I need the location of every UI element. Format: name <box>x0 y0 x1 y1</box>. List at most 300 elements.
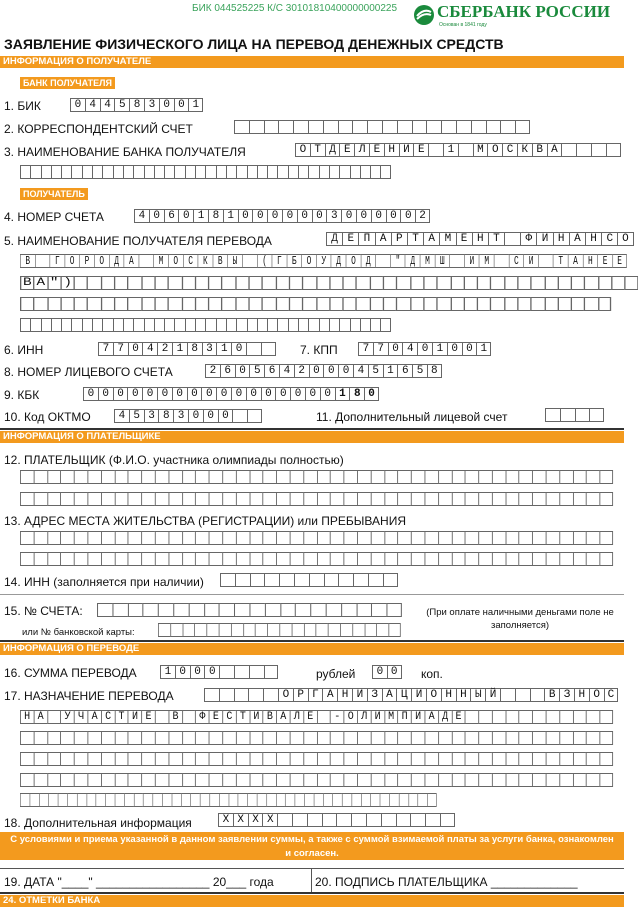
char-cell[interactable]: 0 <box>174 98 189 112</box>
char-cell[interactable]: 4 <box>114 409 129 423</box>
char-cell[interactable] <box>102 318 112 332</box>
char-cell[interactable]: М <box>439 232 455 246</box>
char-cell[interactable] <box>361 793 370 807</box>
char-cell[interactable] <box>222 276 235 290</box>
char-cell[interactable] <box>277 318 287 332</box>
purpose-field-3[interactable] <box>20 731 613 745</box>
char-cell[interactable] <box>101 773 114 787</box>
char-cell[interactable] <box>290 492 303 506</box>
char-cell[interactable] <box>172 793 181 807</box>
char-cell[interactable] <box>360 165 370 179</box>
char-cell[interactable] <box>438 773 451 787</box>
char-cell[interactable] <box>289 297 302 311</box>
char-cell[interactable]: П <box>358 232 374 246</box>
char-cell[interactable] <box>234 665 249 679</box>
char-cell[interactable] <box>519 731 532 745</box>
char-cell[interactable]: В <box>168 710 181 724</box>
char-cell[interactable] <box>329 318 339 332</box>
char-cell[interactable]: 1 <box>193 209 208 223</box>
char-cell[interactable] <box>428 143 443 157</box>
char-cell[interactable]: Е <box>209 710 222 724</box>
char-cell[interactable]: 0 <box>157 387 172 401</box>
char-cell[interactable] <box>463 276 476 290</box>
char-cell[interactable] <box>451 773 464 787</box>
char-cell[interactable] <box>546 552 559 566</box>
char-cell[interactable] <box>276 793 285 807</box>
char-cell[interactable] <box>195 297 208 311</box>
char-cell[interactable] <box>155 492 168 506</box>
char-cell[interactable]: 2 <box>294 364 309 378</box>
char-cell[interactable] <box>257 165 267 179</box>
char-cell[interactable] <box>112 603 127 617</box>
char-cell[interactable] <box>532 710 545 724</box>
char-cell[interactable]: Ч <box>74 710 87 724</box>
char-cell[interactable] <box>47 552 60 566</box>
char-cell[interactable] <box>600 752 613 766</box>
purpose-field-4[interactable] <box>20 752 613 766</box>
char-cell[interactable] <box>134 793 143 807</box>
char-cell[interactable]: Н <box>583 254 598 268</box>
char-cell[interactable] <box>265 603 280 617</box>
char-cell[interactable]: 5 <box>129 409 144 423</box>
char-cell[interactable] <box>304 793 313 807</box>
char-cell[interactable] <box>625 276 638 290</box>
char-cell[interactable] <box>411 773 424 787</box>
char-cell[interactable]: С <box>502 143 517 157</box>
kop-field[interactable] <box>372 665 402 679</box>
char-cell[interactable] <box>60 552 73 566</box>
char-cell[interactable]: Н <box>337 688 352 702</box>
char-cell[interactable] <box>437 276 450 290</box>
char-cell[interactable] <box>478 731 491 745</box>
char-cell[interactable] <box>370 470 383 484</box>
char-cell[interactable]: Х <box>248 813 263 827</box>
char-cell[interactable] <box>30 318 40 332</box>
char-cell[interactable] <box>339 318 349 332</box>
char-cell[interactable] <box>519 470 532 484</box>
char-cell[interactable]: И <box>128 710 141 724</box>
char-cell[interactable] <box>263 552 276 566</box>
char-cell[interactable] <box>571 297 584 311</box>
char-cell[interactable] <box>249 531 262 545</box>
char-cell[interactable] <box>411 752 424 766</box>
char-cell[interactable] <box>41 165 51 179</box>
char-cell[interactable] <box>127 297 140 311</box>
char-cell[interactable] <box>263 773 276 787</box>
char-cell[interactable]: 7 <box>373 342 388 356</box>
char-cell[interactable]: - <box>330 710 343 724</box>
char-cell[interactable]: Е <box>612 254 627 268</box>
char-cell[interactable]: 5 <box>114 98 129 112</box>
char-cell[interactable] <box>292 813 307 827</box>
char-cell[interactable] <box>559 531 572 545</box>
char-cell[interactable]: 0 <box>235 364 250 378</box>
char-cell[interactable] <box>47 531 60 545</box>
char-cell[interactable] <box>182 623 194 637</box>
char-cell[interactable]: Д <box>438 710 451 724</box>
char-cell[interactable]: 0 <box>127 387 142 401</box>
char-cell[interactable] <box>437 297 450 311</box>
char-cell[interactable] <box>546 710 559 724</box>
char-cell[interactable]: 0 <box>188 409 203 423</box>
char-cell[interactable]: Д <box>326 232 342 246</box>
char-cell[interactable] <box>344 492 357 506</box>
char-cell[interactable]: " <box>47 276 60 290</box>
char-cell[interactable] <box>598 276 611 290</box>
char-cell[interactable]: 2 <box>205 364 220 378</box>
char-cell[interactable] <box>236 552 249 566</box>
char-cell[interactable] <box>544 276 557 290</box>
char-cell[interactable] <box>60 752 73 766</box>
char-cell[interactable]: 0 <box>98 387 113 401</box>
char-cell[interactable] <box>477 276 490 290</box>
char-cell[interactable]: ) <box>60 276 73 290</box>
char-cell[interactable]: М <box>473 143 488 157</box>
char-cell[interactable] <box>451 552 464 566</box>
char-cell[interactable] <box>74 752 87 766</box>
char-cell[interactable] <box>544 297 557 311</box>
char-cell[interactable] <box>255 623 267 637</box>
char-cell[interactable] <box>278 120 293 134</box>
char-cell[interactable] <box>600 710 613 724</box>
char-cell[interactable] <box>209 531 222 545</box>
char-cell[interactable] <box>465 710 478 724</box>
char-cell[interactable] <box>519 492 532 506</box>
char-cell[interactable]: 3 <box>144 98 159 112</box>
char-cell[interactable]: 0 <box>128 342 143 356</box>
char-cell[interactable] <box>267 165 277 179</box>
char-cell[interactable] <box>220 573 235 587</box>
char-cell[interactable] <box>87 773 100 787</box>
char-cell[interactable] <box>387 603 402 617</box>
char-cell[interactable] <box>182 752 195 766</box>
char-cell[interactable] <box>249 552 262 566</box>
char-cell[interactable]: О <box>94 254 109 268</box>
char-cell[interactable]: Е <box>339 143 354 157</box>
char-cell[interactable] <box>47 297 60 311</box>
char-cell[interactable] <box>298 165 308 179</box>
char-cell[interactable]: 0 <box>364 387 379 401</box>
char-cell[interactable]: М <box>153 254 168 268</box>
char-cell[interactable] <box>450 276 463 290</box>
char-cell[interactable]: 4 <box>142 342 157 356</box>
char-cell[interactable]: О <box>344 710 357 724</box>
char-cell[interactable] <box>249 603 264 617</box>
char-cell[interactable] <box>330 552 343 566</box>
char-cell[interactable]: 0 <box>70 98 85 112</box>
char-cell[interactable] <box>333 793 342 807</box>
char-cell[interactable] <box>505 552 518 566</box>
char-cell[interactable] <box>308 165 318 179</box>
char-cell[interactable] <box>317 470 330 484</box>
char-cell[interactable] <box>279 573 294 587</box>
char-cell[interactable]: 7 <box>98 342 113 356</box>
char-cell[interactable] <box>382 120 397 134</box>
char-cell[interactable] <box>532 552 545 566</box>
char-cell[interactable] <box>195 752 208 766</box>
char-cell[interactable] <box>155 531 168 545</box>
char-cell[interactable] <box>20 552 33 566</box>
char-cell[interactable]: О <box>64 254 79 268</box>
char-cell[interactable] <box>128 731 141 745</box>
char-cell[interactable] <box>356 276 369 290</box>
char-cell[interactable] <box>209 773 222 787</box>
char-cell[interactable] <box>154 165 164 179</box>
char-cell[interactable] <box>465 731 478 745</box>
char-cell[interactable] <box>490 276 503 290</box>
char-cell[interactable] <box>235 276 248 290</box>
char-cell[interactable] <box>397 731 410 745</box>
char-cell[interactable] <box>86 793 95 807</box>
char-cell[interactable]: О <box>295 143 310 157</box>
char-cell[interactable] <box>397 531 410 545</box>
char-cell[interactable]: 0 <box>312 209 327 223</box>
char-cell[interactable] <box>344 752 357 766</box>
char-cell[interactable]: Д <box>109 254 124 268</box>
char-cell[interactable]: Ф <box>195 710 208 724</box>
char-cell[interactable] <box>276 773 289 787</box>
char-cell[interactable] <box>48 793 57 807</box>
char-cell[interactable] <box>357 773 370 787</box>
char-cell[interactable] <box>357 752 370 766</box>
char-cell[interactable] <box>114 752 127 766</box>
char-cell[interactable]: 0 <box>172 387 187 401</box>
char-cell[interactable] <box>573 552 586 566</box>
char-cell[interactable] <box>515 120 530 134</box>
char-cell[interactable]: Д <box>325 143 340 157</box>
char-cell[interactable]: М <box>479 254 494 268</box>
char-cell[interactable]: Б <box>287 254 302 268</box>
char-cell[interactable] <box>20 531 33 545</box>
char-cell[interactable] <box>226 318 236 332</box>
char-cell[interactable] <box>561 143 576 157</box>
account-number-field[interactable] <box>134 209 430 223</box>
char-cell[interactable] <box>490 297 503 311</box>
char-cell[interactable] <box>500 688 515 702</box>
char-cell[interactable]: 0 <box>372 665 387 679</box>
char-cell[interactable] <box>276 552 289 566</box>
char-cell[interactable] <box>366 813 381 827</box>
char-cell[interactable] <box>424 492 437 506</box>
char-cell[interactable] <box>235 297 248 311</box>
char-cell[interactable] <box>559 710 572 724</box>
char-cell[interactable] <box>492 752 505 766</box>
char-cell[interactable] <box>600 773 613 787</box>
char-cell[interactable]: О <box>168 254 183 268</box>
char-cell[interactable] <box>410 276 423 290</box>
char-cell[interactable] <box>128 752 141 766</box>
char-cell[interactable] <box>478 531 491 545</box>
char-cell[interactable] <box>74 731 87 745</box>
char-cell[interactable]: Т <box>236 710 249 724</box>
char-cell[interactable] <box>546 752 559 766</box>
char-cell[interactable] <box>451 752 464 766</box>
char-cell[interactable]: В <box>20 276 33 290</box>
char-cell[interactable] <box>154 276 167 290</box>
char-cell[interactable] <box>353 573 368 587</box>
char-cell[interactable]: 3 <box>326 209 341 223</box>
char-cell[interactable] <box>234 688 249 702</box>
char-cell[interactable]: У <box>60 710 73 724</box>
payer-field-2[interactable] <box>20 492 613 506</box>
char-cell[interactable] <box>219 603 234 617</box>
char-cell[interactable]: 0 <box>305 387 320 401</box>
char-cell[interactable] <box>538 254 553 268</box>
payer-inn-field[interactable] <box>220 573 398 587</box>
char-cell[interactable] <box>204 688 219 702</box>
char-cell[interactable]: 0 <box>142 387 157 401</box>
char-cell[interactable] <box>168 773 181 787</box>
char-cell[interactable] <box>396 813 411 827</box>
char-cell[interactable]: 8 <box>129 98 144 112</box>
char-cell[interactable] <box>344 731 357 745</box>
char-cell[interactable]: В <box>212 254 227 268</box>
char-cell[interactable] <box>101 470 114 484</box>
char-cell[interactable] <box>531 297 544 311</box>
char-cell[interactable] <box>74 492 87 506</box>
char-cell[interactable] <box>294 573 309 587</box>
char-cell[interactable]: 0 <box>356 209 371 223</box>
char-cell[interactable]: Ы <box>470 688 485 702</box>
char-cell[interactable] <box>384 773 397 787</box>
char-cell[interactable] <box>573 492 586 506</box>
char-cell[interactable] <box>478 552 491 566</box>
char-cell[interactable] <box>303 773 316 787</box>
char-cell[interactable] <box>586 752 599 766</box>
char-cell[interactable]: Е <box>342 232 358 246</box>
char-cell[interactable] <box>216 165 226 179</box>
char-cell[interactable] <box>381 813 396 827</box>
char-cell[interactable] <box>141 531 154 545</box>
char-cell[interactable] <box>557 297 570 311</box>
char-cell[interactable]: И <box>399 143 414 157</box>
char-cell[interactable] <box>532 731 545 745</box>
char-cell[interactable] <box>344 531 357 545</box>
char-cell[interactable] <box>441 120 456 134</box>
char-cell[interactable] <box>329 165 339 179</box>
char-cell[interactable] <box>275 297 288 311</box>
char-cell[interactable] <box>532 470 545 484</box>
char-cell[interactable] <box>412 120 427 134</box>
char-cell[interactable] <box>317 552 330 566</box>
char-cell[interactable] <box>463 297 476 311</box>
char-cell[interactable] <box>338 573 353 587</box>
char-cell[interactable] <box>458 143 473 157</box>
char-cell[interactable] <box>492 470 505 484</box>
char-cell[interactable]: 0 <box>190 665 205 679</box>
char-cell[interactable] <box>114 531 127 545</box>
char-cell[interactable] <box>60 773 73 787</box>
bik-field[interactable] <box>70 98 203 112</box>
char-cell[interactable]: 0 <box>386 209 401 223</box>
char-cell[interactable] <box>158 623 170 637</box>
char-cell[interactable] <box>559 552 572 566</box>
char-cell[interactable] <box>155 552 168 566</box>
char-cell[interactable] <box>236 731 249 745</box>
char-cell[interactable] <box>168 470 181 484</box>
char-cell[interactable] <box>478 492 491 506</box>
char-cell[interactable] <box>264 665 279 679</box>
char-cell[interactable] <box>424 531 437 545</box>
char-cell[interactable] <box>438 531 451 545</box>
recipient-name-field-4[interactable] <box>20 297 611 311</box>
char-cell[interactable] <box>128 773 141 787</box>
char-cell[interactable] <box>182 492 195 506</box>
char-cell[interactable] <box>492 773 505 787</box>
char-cell[interactable] <box>71 318 81 332</box>
char-cell[interactable] <box>319 318 329 332</box>
char-cell[interactable]: Т <box>553 254 568 268</box>
char-cell[interactable] <box>250 573 265 587</box>
recipient-name-field-5[interactable] <box>20 318 391 332</box>
char-cell[interactable] <box>559 470 572 484</box>
char-cell[interactable] <box>33 773 46 787</box>
char-cell[interactable] <box>20 318 30 332</box>
char-cell[interactable] <box>144 165 154 179</box>
char-cell[interactable] <box>314 793 323 807</box>
char-cell[interactable] <box>219 688 234 702</box>
char-cell[interactable] <box>128 552 141 566</box>
char-cell[interactable] <box>20 297 33 311</box>
char-cell[interactable] <box>231 623 243 637</box>
char-cell[interactable] <box>411 470 424 484</box>
char-cell[interactable] <box>92 318 102 332</box>
char-cell[interactable] <box>185 318 195 332</box>
char-cell[interactable] <box>519 710 532 724</box>
char-cell[interactable] <box>20 773 33 787</box>
char-cell[interactable]: Д <box>331 254 346 268</box>
char-cell[interactable] <box>47 470 60 484</box>
char-cell[interactable]: О <box>589 688 604 702</box>
char-cell[interactable]: 1 <box>172 342 187 356</box>
char-cell[interactable] <box>181 793 190 807</box>
char-cell[interactable]: О <box>346 254 361 268</box>
char-cell[interactable]: И <box>249 710 262 724</box>
char-cell[interactable] <box>295 793 304 807</box>
char-cell[interactable]: Г <box>50 254 65 268</box>
char-cell[interactable] <box>465 773 478 787</box>
char-cell[interactable] <box>155 752 168 766</box>
char-cell[interactable] <box>586 552 599 566</box>
char-cell[interactable] <box>263 688 278 702</box>
char-cell[interactable] <box>168 276 181 290</box>
char-cell[interactable] <box>195 731 208 745</box>
char-cell[interactable] <box>249 665 264 679</box>
char-cell[interactable] <box>317 710 330 724</box>
char-cell[interactable]: С <box>222 710 235 724</box>
char-cell[interactable] <box>532 492 545 506</box>
char-cell[interactable] <box>128 531 141 545</box>
char-cell[interactable] <box>246 342 261 356</box>
char-cell[interactable] <box>600 731 613 745</box>
char-cell[interactable]: 0 <box>267 209 282 223</box>
char-cell[interactable] <box>236 470 249 484</box>
char-cell[interactable] <box>249 731 262 745</box>
char-cell[interactable] <box>423 276 436 290</box>
char-cell[interactable] <box>530 688 545 702</box>
char-cell[interactable] <box>58 793 67 807</box>
char-cell[interactable]: 7 <box>113 342 128 356</box>
char-cell[interactable] <box>168 752 181 766</box>
char-cell[interactable]: 2 <box>415 209 430 223</box>
char-cell[interactable] <box>182 552 195 566</box>
char-cell[interactable] <box>87 297 100 311</box>
char-cell[interactable] <box>182 531 195 545</box>
char-cell[interactable] <box>586 710 599 724</box>
char-cell[interactable] <box>249 470 262 484</box>
char-cell[interactable] <box>438 552 451 566</box>
char-cell[interactable] <box>424 752 437 766</box>
